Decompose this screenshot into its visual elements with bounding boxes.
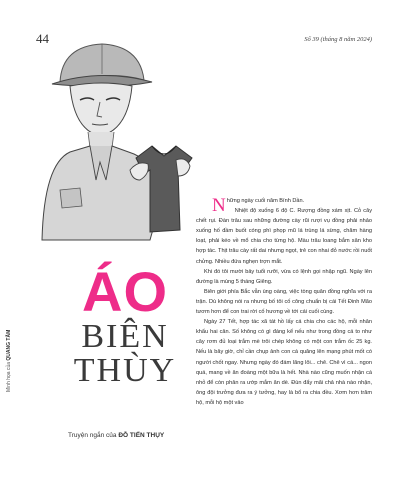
author-prefix: Truyện ngắn của — [68, 432, 117, 439]
author-credit — [68, 432, 164, 439]
soldier-illustration — [40, 40, 210, 242]
article-paragraph: Biên giới phía Bắc vẫn ùng oàng, việc tòng quân đồng nghĩa với ra trận. Dù không nói ra nhưng bố tôi cố công chuẩn bị cái Tết Đinh Mão tươm hơn để con trai rời cố hương về tới cái cuối cùng. — [196, 288, 372, 316]
title-word-thuy: THÙY — [73, 352, 177, 389]
article-body — [196, 196, 372, 408]
author-name: ĐỖ TIẾN THỤY — [118, 432, 165, 439]
article-paragraph: Nhiệt độ xuống 6 độ C. Rượng đồng xám xịt. Cỏ cây chết rụi. Đàn trâu sau những đường cày rũi rượi vụ đồng phải nhảo xuống hố đầm buốt cóng phì phọp mũ lá trùng lá sừng, chăm hàng loạt, phải kéo về mổ chia cho từng hộ. Màu trâu loang bắm sân kho hợp tác. Thịt trâu cày rất dai nhưng ngọt, trẻ con nhai đỏ nước rồi nuốt chửng. Nhiều đứa nghẹn trợn mắt. — [196, 208, 372, 265]
drop-cap: N — [212, 195, 226, 216]
title-word-ao: ÁO — [82, 260, 168, 323]
article-paragraph: Khi đó tôi mười bảy tuổi rưỡi, vừa có lệnh gọi nhập ngũ. Ngày lên đường là mùng 5 tháng Giêng. — [196, 268, 372, 285]
article-opening: hững ngày cuối năm Bính Dần. — [226, 198, 305, 204]
illustrator-credit — [6, 330, 12, 392]
illustrator-prefix: Minh họa của — [6, 361, 12, 392]
issue-info: Số 39 (tháng 8 năm 2024) — [304, 36, 372, 43]
page-number: 44 — [36, 31, 49, 46]
illustrator-name: QUANG TÂM — [6, 329, 12, 361]
title-word-bien: BIÊN — [81, 318, 169, 355]
article-paragraph: Ngày 27 Tết, hợp tác xã tát hồ lấy cá chia cho các hộ, mỗi nhân khẩu hai cân. Số không có gì đáng kể nếu như trong đồng cá to như cây rơm đủ loại trắm mè trôi chép không có một con trắm ốc 25 kg. Nếu là bây giờ, chỉ cần chụp ảnh con cá quăng lên mạng phút mốt có người chốt ngay. Nhưng ngày đó đám lãng lôi... chê. Chê vì cá... ngon quá, mang về ăn đoàng một bữa là hết. Nhà nào cũng muốn nhận cá nhỏ để còn phân ra ướp mắm ăn dè. Đùn đẩy mãi chả nhà nào nhận, ông đội trưởng đưa ra ý tưởng, hay là bổ ra chia đều. Xơm hơn trăm hộ, mỗi hộ một vảo — [196, 319, 372, 406]
story-title — [70, 260, 180, 389]
article-paragraph — [196, 195, 372, 216]
